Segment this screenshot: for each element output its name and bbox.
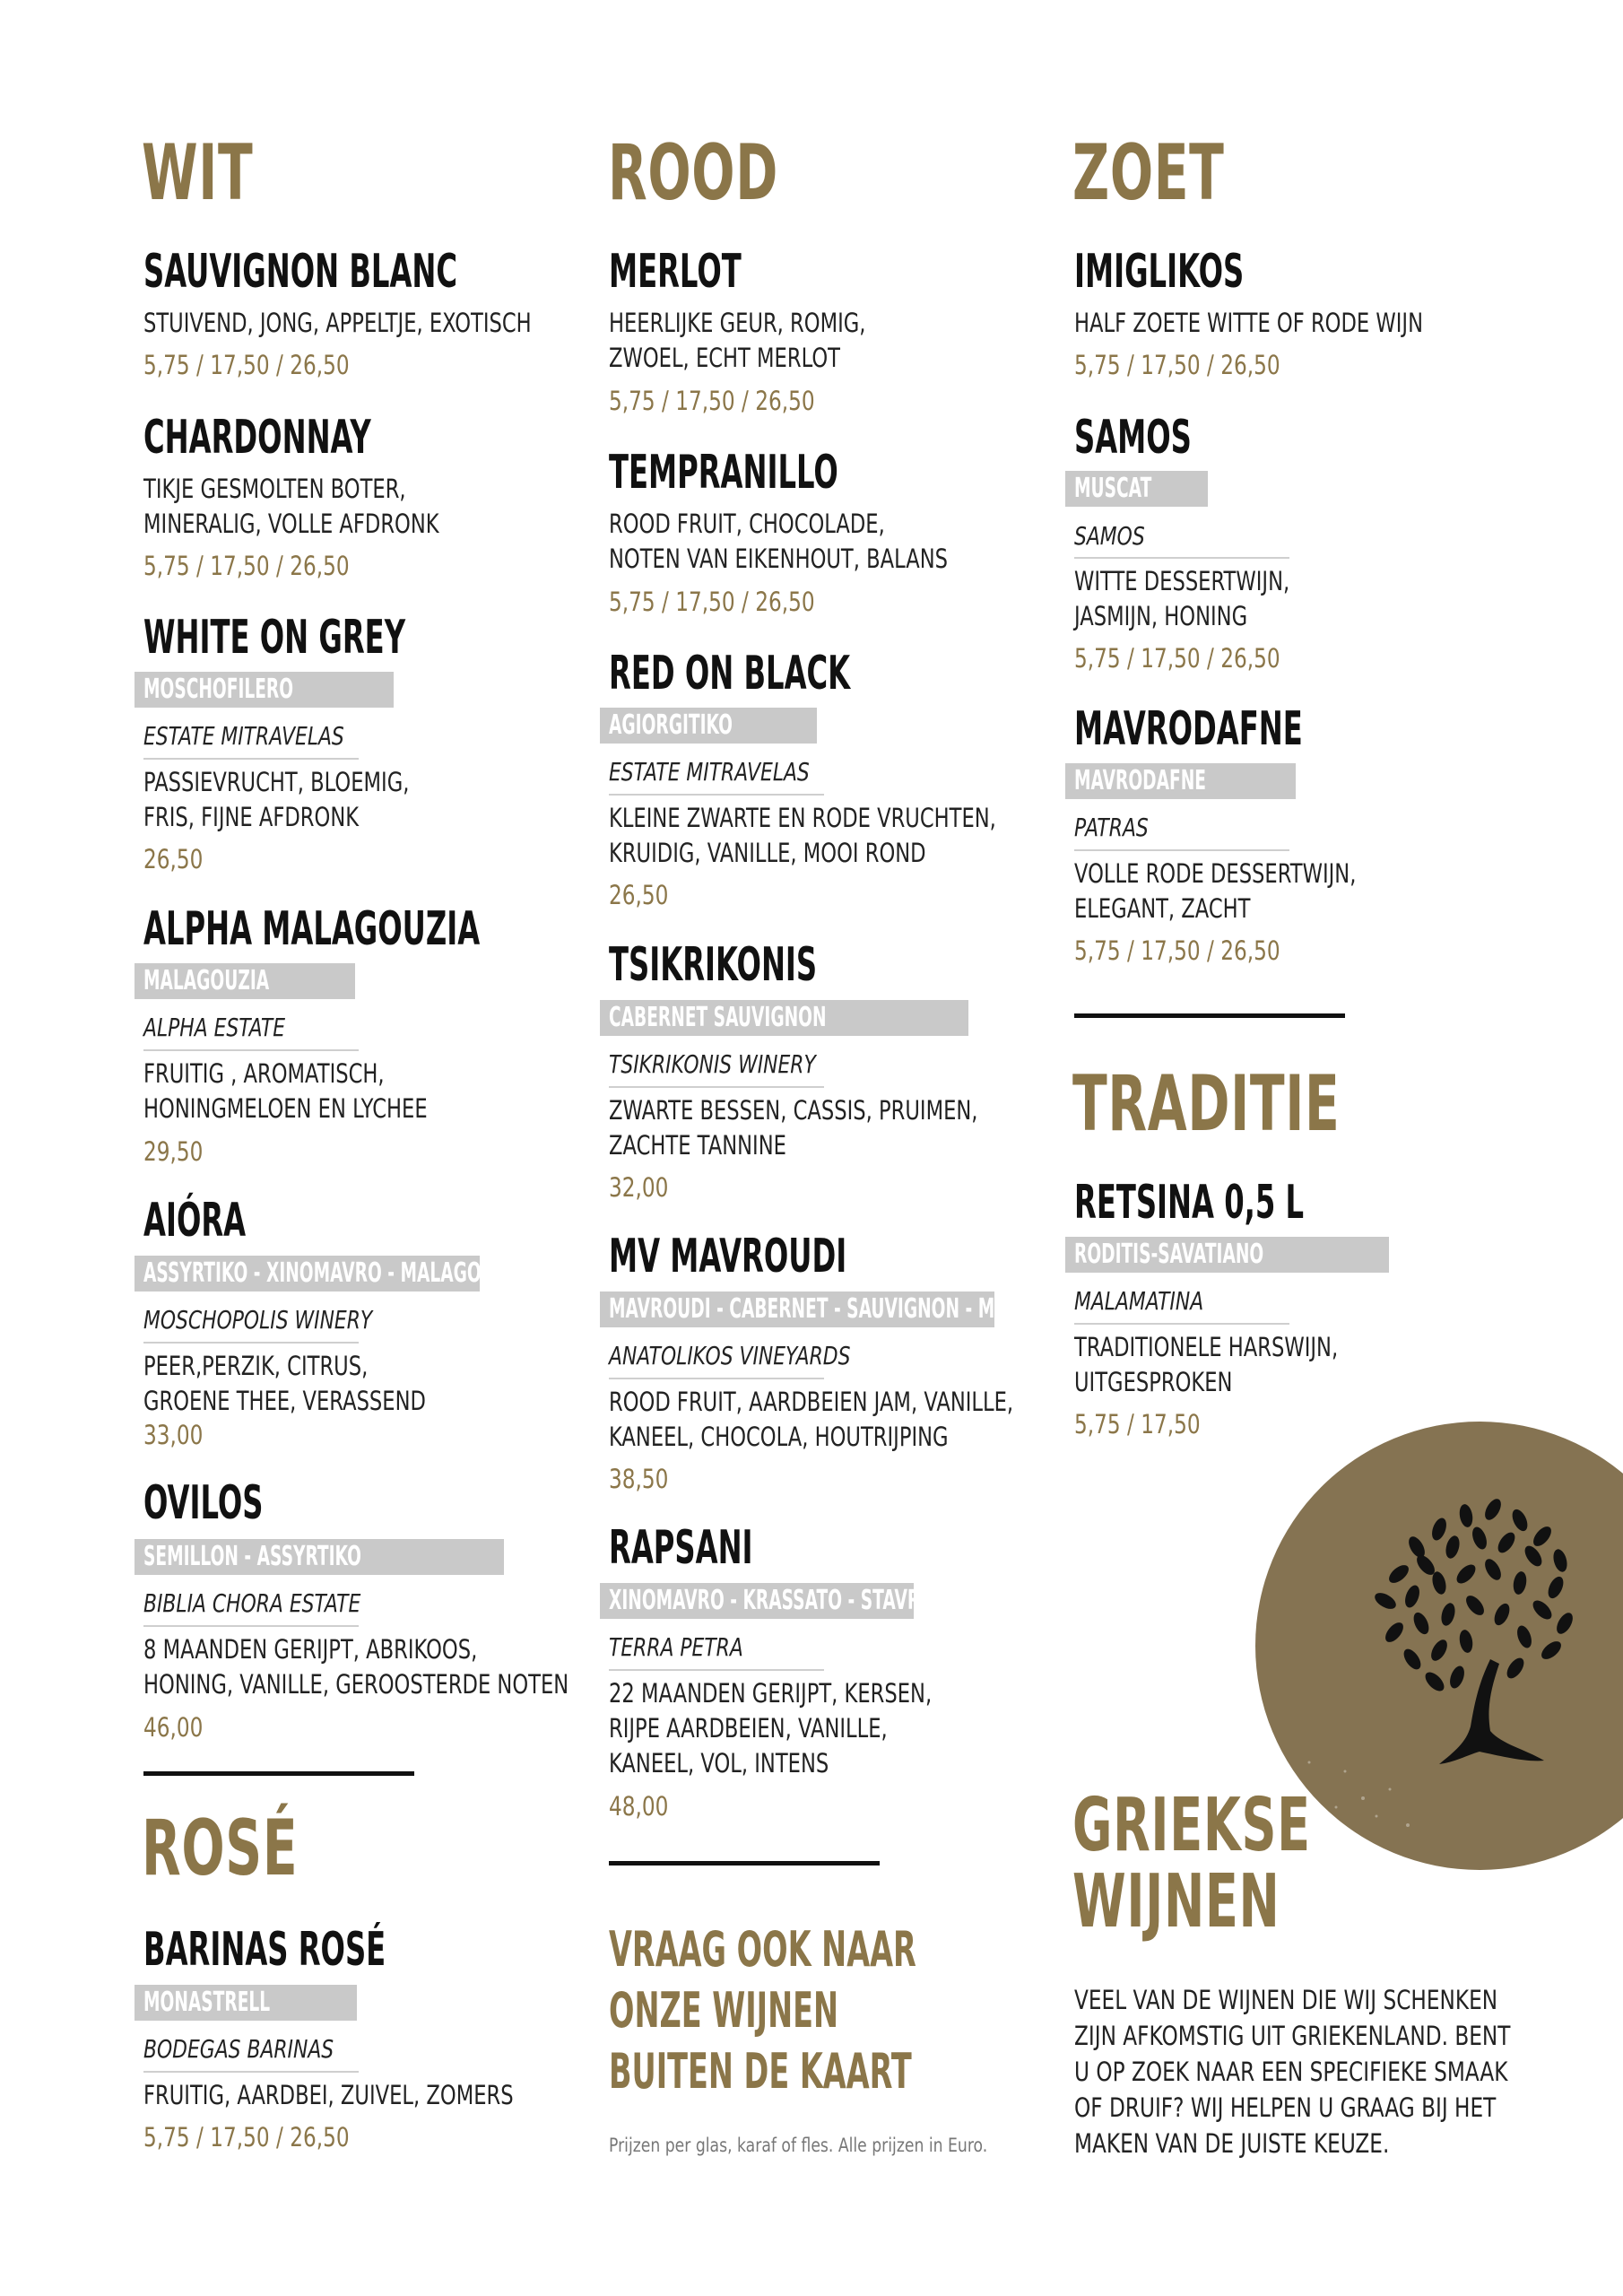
producer-underline [609, 1378, 824, 1379]
wine-name: AIÓRA [143, 1194, 247, 1248]
producer: TERRA PETRA [609, 1632, 743, 1662]
producer-underline [609, 794, 824, 796]
wine-description: UITGESPROKEN [1074, 1367, 1233, 1397]
section-divider [1074, 1013, 1345, 1018]
producer: MALAMATINA [1074, 1286, 1204, 1316]
wine-description: HONINGMELOEN EN LYCHEE [143, 1093, 428, 1124]
producer-underline [143, 1049, 359, 1051]
producer-underline [1074, 557, 1289, 559]
intro-text: OF DRUIF? WIJ HELPEN U GRAAG BIJ HET [1074, 2092, 1497, 2123]
grape-badge: RODITIS-SAVATIANO [1065, 1237, 1389, 1273]
intro-text: ZIJN AFKOMSTIG UIT GRIEKENLAND. BENT [1074, 2021, 1511, 2051]
wine-name: BARINAS ROSÉ [143, 1923, 386, 1977]
producer: MOSCHOPOLIS WINERY [143, 1305, 373, 1335]
producer: SAMOS [1074, 521, 1145, 551]
wine-price: 5,75 / 17,50 / 26,50 [1074, 350, 1280, 380]
producer-underline [609, 1669, 824, 1671]
wine-description: ROOD FRUIT, AARDBEIEN JAM, VANILLE, [609, 1387, 1014, 1417]
price-footnote: Prijzen per glas, karaf of fles. Alle prijzen in Euro. [609, 2135, 988, 2156]
wine-description: PASSIEVRUCHT, BLOEMIG, [143, 767, 410, 797]
producer: ALPHA ESTATE [143, 1013, 286, 1042]
producer-underline [143, 1625, 359, 1627]
grape-badge: XINOMAVRO - KRASSATO - STAVROTO [600, 1583, 914, 1619]
grape-badge: MAVRODAFNE [1065, 763, 1296, 799]
grape-badge: CABERNET SAUVIGNON [600, 1000, 968, 1036]
producer: BODEGAS BARINAS [143, 2034, 334, 2064]
wine-price: 5,75 / 17,50 / 26,50 [1074, 935, 1280, 966]
wine-description: JASMIJN, HONING [1074, 601, 1248, 631]
wine-name: MERLOT [609, 245, 742, 299]
wine-price: 5,75 / 17,50 / 26,50 [1074, 643, 1280, 674]
wine-description: FRIS, FIJNE AFDRONK [143, 802, 360, 832]
wine-price: 5,75 / 17,50 [1074, 1409, 1201, 1439]
wine-description: FRUITIG, AARDBEI, ZUIVEL, ZOMERS [143, 2080, 514, 2110]
wine-price: 5,75 / 17,50 / 26,50 [609, 587, 815, 617]
wine-price: 5,75 / 17,50 / 26,50 [143, 551, 350, 581]
producer: PATRAS [1074, 813, 1149, 842]
wine-description: HEERLIJKE GEUR, ROMIG, [609, 308, 866, 338]
wine-description: 22 MAANDEN GERIJPT, KERSEN, [609, 1678, 933, 1709]
section-title-zoet: ZOET [1072, 128, 1225, 218]
section-title-traditie: TRADITIE [1072, 1059, 1341, 1149]
wine-name: RAPSANI [609, 1521, 753, 1575]
wine-name: TEMPRANILLO [609, 446, 838, 500]
wine-description: KLEINE ZWARTE EN RODE VRUCHTEN, [609, 803, 996, 833]
wine-name: MV MAVROUDI [609, 1230, 847, 1283]
wine-description: RIJPE AARDBEIEN, VANILLE, [609, 1713, 888, 1744]
section-title-wit: WIT [142, 128, 254, 218]
wine-name: OVILOS [143, 1476, 264, 1530]
wine-price: 26,50 [609, 880, 669, 910]
producer-underline [609, 1086, 824, 1088]
section-divider [609, 1861, 880, 1866]
wine-description: HONING, VANILLE, GEROOSTERDE NOTEN [143, 1669, 569, 1700]
wine-description: ZACHTE TANNINE [609, 1130, 786, 1161]
wine-name: IMIGLIKOS [1074, 245, 1245, 299]
producer: ESTATE MITRAVELAS [609, 757, 810, 787]
producer-underline [143, 2071, 359, 2073]
producer: TSIKRIKONIS WINERY [609, 1049, 816, 1079]
wine-name: MAVRODAFNE [1074, 702, 1303, 756]
wine-price: 29,50 [143, 1136, 204, 1167]
wine-description: TRADITIONELE HARSWIJN, [1074, 1332, 1339, 1362]
producer: ANATOLIKOS VINEYARDS [609, 1341, 851, 1370]
intro-text: MAKEN VAN DE JUISTE KEUZE. [1074, 2128, 1390, 2159]
wine-description: WITTE DESSERTWIJN, [1074, 566, 1290, 596]
producer: BIBLIA CHORA ESTATE [143, 1588, 361, 1618]
section-title-rood: ROOD [608, 128, 778, 218]
grape-badge: MUSCAT [1065, 471, 1208, 507]
intro-text: U OP ZOEK NAAR EEN SPECIFIEKE SMAAK [1074, 2057, 1508, 2087]
intro-text: VEEL VAN DE WIJNEN DIE WIJ SCHENKEN [1074, 1985, 1498, 2015]
wine-price: 26,50 [143, 844, 204, 874]
grape-badge: ASSYRTIKO - XINOMAVRO - MALAGOUZIA [135, 1256, 480, 1292]
wine-price: 46,00 [143, 1712, 204, 1743]
wine-name: SAUVIGNON BLANC [143, 245, 458, 299]
grape-badge: MONASTRELL [135, 1985, 357, 2021]
wine-description: NOTEN VAN EIKENHOUT, BALANS [609, 544, 949, 574]
wine-description: STUIVEND, JONG, APPELTJE, EXOTISCH [143, 308, 532, 338]
cta-line: BUITEN DE KAART [609, 2043, 912, 2100]
grape-badge: AGIORGITIKO [600, 708, 817, 744]
section-title-griekse: GRIEKSE [1072, 1783, 1311, 1868]
producer-underline [1074, 1323, 1289, 1325]
wine-description: TIKJE GESMOLTEN BOTER, [143, 474, 406, 504]
grape-badge: MOSCHOFILERO [135, 672, 394, 708]
wine-price: 5,75 / 17,50 / 26,50 [143, 350, 350, 380]
wine-description: PEER,PERZIK, CITRUS, [143, 1351, 369, 1381]
wine-name: SAMOS [1074, 411, 1192, 465]
wine-description: ZWOEL, ECHT MERLOT [609, 343, 840, 373]
wine-description: MINERALIG, VOLLE AFDRONK [143, 509, 439, 539]
wine-description: KANEEL, CHOCOLA, HOUTRIJPING [609, 1422, 949, 1452]
grape-badge: MAVROUDI - CABERNET - SAUVIGNON - MERLOT [600, 1292, 994, 1327]
wine-name: RED ON BLACK [609, 647, 851, 700]
producer: ESTATE MITRAVELAS [143, 721, 344, 751]
wine-description: FRUITIG , AROMATISCH, [143, 1058, 385, 1089]
wine-price: 5,75 / 17,50 / 26,50 [609, 386, 815, 416]
cta-line: VRAAG OOK NAAR [609, 1921, 916, 1978]
wine-name: RETSINA 0,5 L [1074, 1176, 1305, 1230]
wine-description: ELEGANT, ZACHT [1074, 893, 1251, 924]
producer-underline [143, 758, 359, 760]
producer-underline [143, 1342, 359, 1344]
wine-description: GROENE THEE, VERASSEND [143, 1386, 426, 1416]
grape-badge: MALAGOUZIA [135, 963, 355, 999]
wine-price: 32,00 [609, 1172, 669, 1203]
wine-description: HALF ZOETE WITTE OF RODE WIJN [1074, 308, 1424, 338]
section-title-rose: ROSÉ [142, 1804, 299, 1893]
wine-description: ROOD FRUIT, CHOCOLADE, [609, 509, 885, 539]
grape-badge: SEMILLON - ASSYRTIKO [135, 1539, 504, 1575]
wine-description: ZWARTE BESSEN, CASSIS, PRUIMEN, [609, 1095, 978, 1126]
wine-price: 38,50 [609, 1464, 669, 1494]
section-title-wijnen: WIJNEN [1072, 1859, 1280, 1944]
wine-name: ALPHA MALAGOUZIA [143, 902, 481, 956]
cta-line: ONZE WIJNEN [609, 1982, 839, 2039]
wine-description: VOLLE RODE DESSERTWIJN, [1074, 858, 1357, 889]
wine-description: KANEEL, VOL, INTENS [609, 1748, 829, 1779]
producer-underline [1074, 849, 1289, 851]
wine-name: CHARDONNAY [143, 411, 371, 465]
wine-description: 8 MAANDEN GERIJPT, ABRIKOOS, [143, 1634, 478, 1665]
wine-name: WHITE ON GREY [143, 611, 406, 665]
wine-price: 5,75 / 17,50 / 26,50 [143, 2122, 350, 2152]
wine-price: 48,00 [609, 1791, 669, 1822]
wine-price: 33,00 [143, 1420, 204, 1450]
wine-description: KRUIDIG, VANILLE, MOOI ROND [609, 838, 926, 868]
section-divider [143, 1771, 414, 1776]
wine-name: TSIKRIKONIS [609, 938, 818, 992]
